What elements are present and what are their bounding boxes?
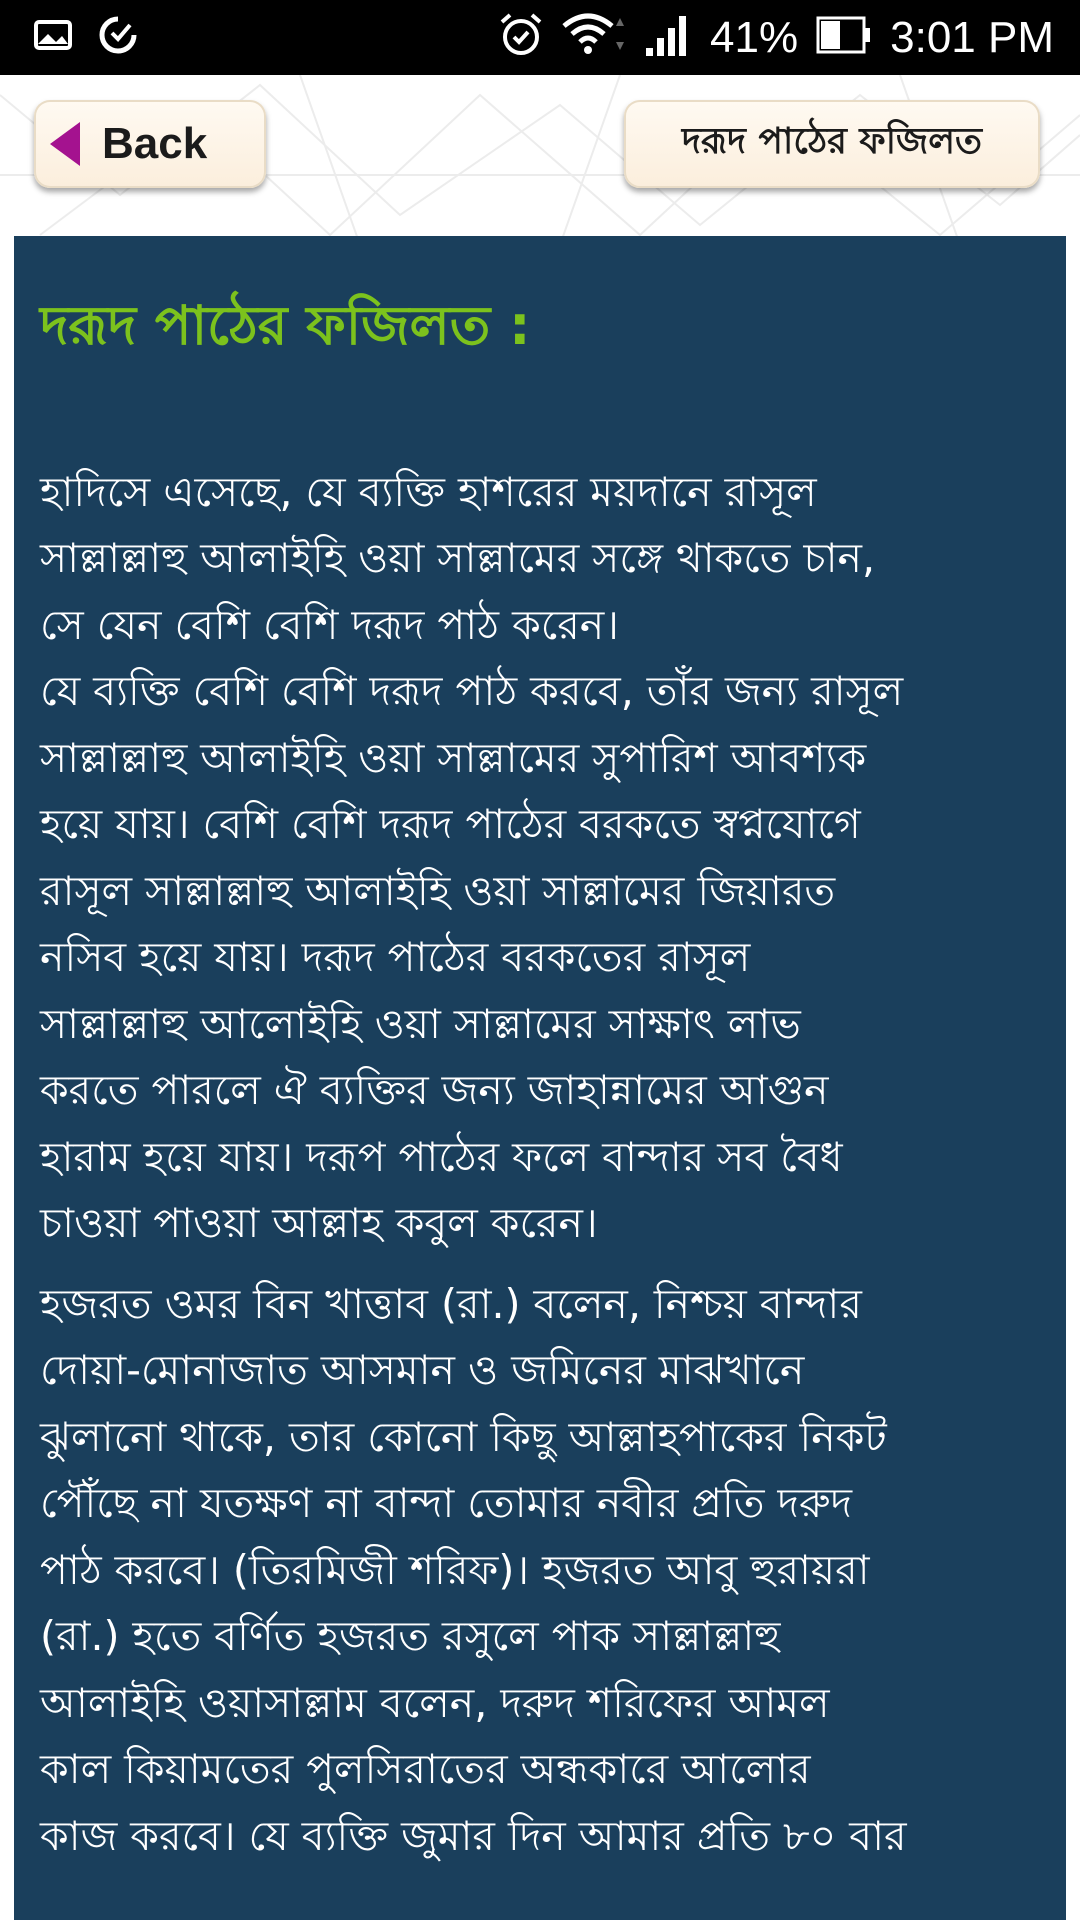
content-paragraph: হাদিসে এসেছে, যে ব্যক্তি হাশরের ময়দানে রাসূল সাল্লাল্লাহু আলাইহি ওয়া সাল্লামের সঙ্গে থাকতে চান, সে যেন বেশি বেশি দরূদ পাঠ করেন। যে ব্যক্তি বেশি বেশি দরূদ পাঠ করবে, তাঁর জন্য রাসূল সাল্লাল্লাহু আলাইহি ওয়া সাল্লামের সুপারিশ আবশ্যক হয়ে যায়। বেশি বেশি দরূদ পাঠের বরকতে স্বপ্নযোগে রাসূল সাল্লাল্লাহু আলাইহি ওয়া সাল্লামের জিয়ারত নসিব হয়ে যায়। দরূদ পাঠের বরকতের রাসূল সাল্লাল্লাহু আলোইহি ওয়া সাল্লামের সাক্ষাৎ লাভ করতে পারলে ঐ ব্যক্তির জন্য জাহান্নামের আগুন হারাম হয়ে যায়। দরূপ পাঠের ফলে বান্দার সব বৈধ চাওয়া পাওয়া আল্লাহ কবুল করেন। [40,467,904,1248]
status-right-icons [498,12,1054,63]
back-button[interactable] [34,100,266,188]
title-button[interactable] [624,100,1040,188]
data-saver-icon [98,15,138,60]
status-left-icons [34,15,138,60]
back-button-label: Back [102,119,208,168]
content-heading: দরূদ পাঠের ফজিলত : [40,294,531,357]
clock: 3:01 PM [890,12,1054,62]
content-paragraph: হজরত ওমর বিন খাত্তাব (রা.) বলেন, নিশ্চয় বান্দার দোয়া-মোনাজাত আসমান ও জমিনের মাঝখানে ঝুলানো থাকে, তার কোনো কিছু আল্লাহপাকের নিকট পৌঁছে না যতক্ষণ না বান্দা তোমার নবীর প্রতি দরুদ পাঠ করবে। (তিরমিজী শরিফ)। হজরত আবু হুরায়রা (রা.) হতে বর্ণিত হজরত রসুলে পাক সাল্লাল্লাহু আলাইহি ওয়াসাল্লাম বলেন, দরুদ শরিফের আমল কাল কিয়ামতের পুলসিরাতের অন্ধকারে আলোর কাজ করবে। যে ব্যক্তি জুমার দিন আমার প্রতি ৮০ বার [40,1279,907,1860]
signal-icon [644,14,692,61]
gallery-icon [34,20,72,55]
battery-icon [816,16,872,59]
wifi-icon [562,12,626,63]
battery-percent: 41% [710,12,799,62]
content-panel[interactable] [14,236,1066,1920]
alarm-icon [498,12,544,63]
back-arrow-icon [50,122,80,166]
title-button-label: দরূদ পাঠের ফজিলত [681,121,983,162]
status-bar [0,0,1080,75]
